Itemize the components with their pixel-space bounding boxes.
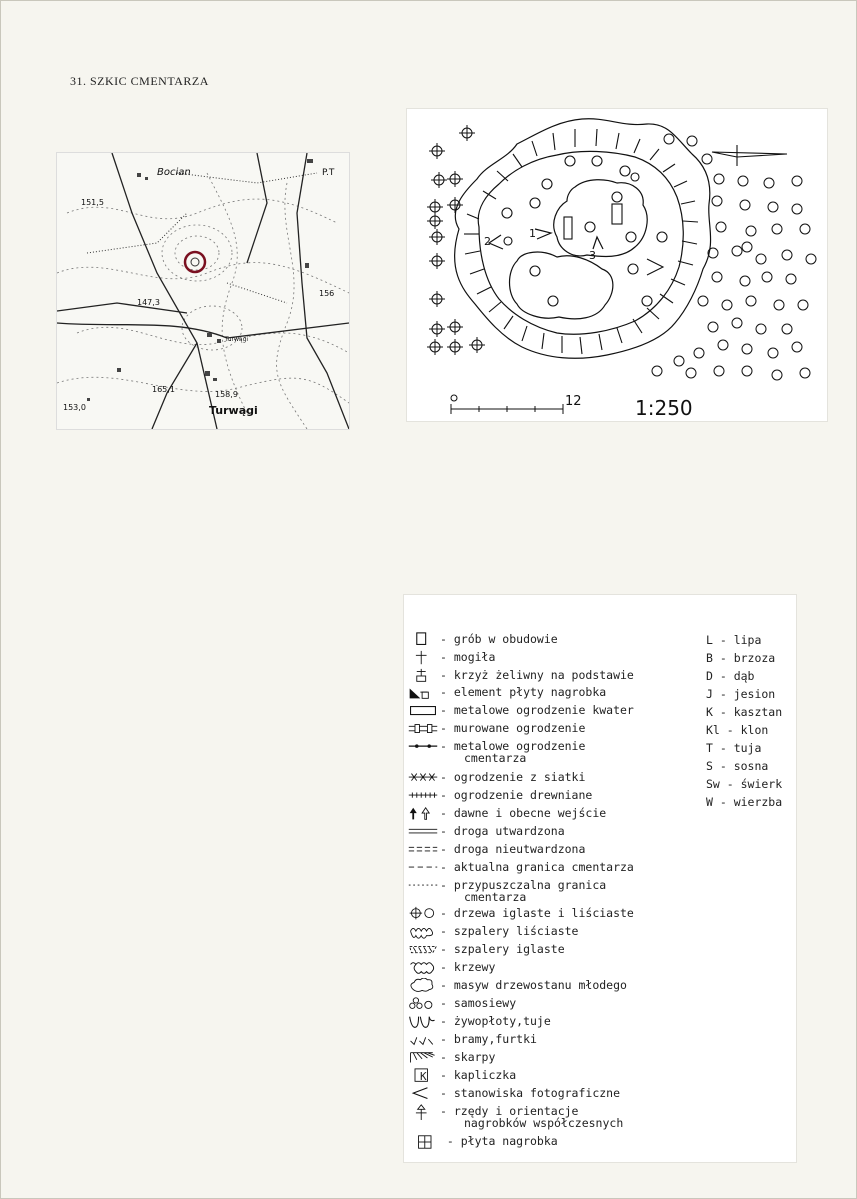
photo-point-3: 3 (589, 249, 596, 262)
legend-item-label: - samosiewy (440, 996, 517, 1010)
photo-point-symbol-icon (406, 1086, 440, 1102)
legend-item-label-continued: cmentarza (464, 751, 527, 765)
map-height-147: 147,3 (137, 298, 160, 307)
legend-item-label: - żywopłoty,tuje (440, 1014, 551, 1028)
iron-cross-symbol-icon (406, 668, 440, 684)
map-label-bocian: Bocian (157, 167, 191, 178)
legend-item-cross (404, 650, 704, 668)
scale-ratio: 1:250 (635, 396, 693, 420)
abbreviation-item: W - wierzba (706, 795, 783, 809)
map-height-156: 156 (319, 289, 335, 298)
map-height-153: 153,0 (63, 403, 86, 412)
legend-item-trees (404, 906, 704, 924)
abbreviation-item: T - tuja (706, 741, 762, 755)
legend-item-unpaved-road (404, 842, 704, 860)
cross-symbol-icon (406, 650, 440, 666)
legend-item-entrance (404, 806, 704, 824)
photo-point-2: 2 (484, 235, 491, 248)
legend-item-slab (404, 1134, 704, 1152)
photo-point-1: 1 (529, 227, 536, 240)
legend-item-label: - rzędy i orientacje (440, 1104, 579, 1118)
legend-item-label-continued: nagrobków współczesnych (464, 1116, 624, 1130)
legend-item-conifer-rows (404, 942, 704, 960)
young-stand-symbol-icon (406, 978, 440, 994)
legend-item-label: - droga nieutwardzona (440, 842, 586, 856)
legend-item-gates (404, 1032, 704, 1050)
legend-item-label: - skarpy (440, 1050, 496, 1064)
mesh-fence-symbol-icon (406, 770, 440, 786)
slab-element-symbol-icon (406, 685, 440, 701)
wood-fence-symbol-icon (406, 788, 440, 804)
legend-item-photo-point (404, 1086, 704, 1104)
legend-item-self-sown (404, 996, 704, 1014)
map-label-pt: P.T (322, 168, 335, 178)
legend-item-label: - ogrodzenie drewniane (440, 788, 593, 802)
legend-item-metal-fence-line (404, 739, 704, 765)
rows-symbol-icon (406, 1104, 440, 1120)
chapel-letter: K (420, 1070, 427, 1083)
legend-item-mesh-fence (404, 770, 704, 788)
cemetery-sketch (406, 108, 828, 422)
legend-item-label: - droga utwardzona (440, 824, 565, 838)
entrance-symbol-icon (406, 806, 440, 822)
legend-item-label: - drzewa iglaste i liściaste (440, 906, 634, 920)
legend-item-label: - grób w obudowie (440, 632, 558, 646)
scale-zero-label: 0 (447, 400, 448, 401)
legend-item-label: - przypuszczalna granica (440, 878, 607, 892)
abbreviation-item: B - brzoza (706, 651, 776, 665)
gates-symbol-icon (406, 1032, 440, 1048)
abbreviation-item: Kl - klon (706, 723, 769, 737)
legend-item-label: - mogiła (440, 650, 496, 664)
legend-item-label: - ogrodzenie z siatki (440, 770, 586, 784)
abbreviation-item: S - sosna (706, 759, 769, 773)
abbreviation-item: L - lipa (706, 633, 762, 647)
legend-item-label: - stanowiska fotograficzne (440, 1086, 621, 1100)
map-height-158: 158,9 (215, 390, 238, 399)
legend (403, 594, 797, 1163)
legend-item-slopes (404, 1050, 704, 1068)
legend-item-hedges (404, 1014, 704, 1032)
legend-item-label: - płyta nagrobka (440, 1134, 558, 1148)
location-map (56, 152, 350, 430)
legend-item-label: - bramy,furtki (440, 1032, 537, 1046)
hedges-symbol-icon (406, 1014, 440, 1030)
legend-item-label: - aktualna granica cmentarza (440, 860, 634, 874)
legend-item-label: - murowane ogrodzenie (440, 721, 586, 735)
slab-symbol-icon (406, 1134, 440, 1150)
brick-fence-symbol-icon (406, 721, 440, 737)
legend-item-young-stand (404, 978, 704, 996)
legend-item-shrubs (404, 960, 704, 978)
unpaved-road-symbol-icon (406, 842, 440, 858)
legend-item-supposed-border (404, 878, 704, 904)
abbreviation-item: Sw - świerk (706, 777, 783, 791)
legend-item-label: - kapliczka (440, 1068, 517, 1082)
metal-fence-line-symbol-icon (406, 739, 440, 755)
self-sown-symbol-icon (406, 996, 440, 1012)
legend-item-rect (404, 632, 704, 650)
current-border-symbol-icon (406, 860, 440, 876)
paved-road-symbol-icon (406, 824, 440, 840)
legend-item-current-border (404, 860, 704, 878)
trees-symbol-icon (406, 906, 440, 922)
legend-item-label: - dawne i obecne wejście (440, 806, 607, 820)
legend-item-deciduous-rows (404, 924, 704, 942)
legend-item-paved-road (404, 824, 704, 842)
page-title: 31. SZKIC CMENTARZA (70, 74, 209, 88)
map-height-165: 165,1 (152, 385, 175, 394)
legend-item-brick-fence (404, 721, 704, 739)
legend-item-label: - metalowe ogrodzenie kwater (440, 703, 634, 717)
legend-item-label: - szpalery liściaste (440, 924, 579, 938)
legend-item-label: - metalowe ogrodzenie (440, 739, 586, 753)
location-map-drawing (57, 153, 349, 429)
metal-fence-rect-symbol-icon (406, 703, 440, 719)
slopes-symbol-icon (406, 1050, 440, 1066)
abbreviation-item: J - jesion (706, 687, 776, 701)
abbreviation-item: D - dąb (706, 669, 755, 683)
legend-item-iron-cross (404, 668, 704, 686)
legend-item-rows (404, 1104, 704, 1130)
scale-twelve-label: 12 (565, 394, 582, 409)
supposed-border-symbol-icon (406, 878, 440, 894)
cemetery-sketch-drawing (407, 109, 827, 421)
legend-item-metal-fence-rect (404, 703, 704, 721)
legend-item-slab-element (404, 685, 704, 703)
map-label-turwagi-small: Turwągi (225, 336, 249, 343)
shrubs-symbol-icon (406, 960, 440, 976)
conifer-rows-symbol-icon (406, 942, 440, 958)
legend-item-label: - masyw drzewostanu młodego (440, 978, 627, 992)
map-height-151: 151,5 (81, 198, 104, 207)
map-label-turwagi: Turwągi (209, 404, 258, 417)
legend-item-label: - krzyż żeliwny na podstawie (440, 668, 634, 682)
legend-item-chapel (404, 1068, 704, 1086)
legend-item-label: - krzewy (440, 960, 496, 974)
legend-item-label-continued: cmentarza (464, 890, 527, 904)
deciduous-rows-symbol-icon (406, 924, 440, 940)
legend-item-label: - szpalery iglaste (440, 942, 565, 956)
legend-item-label: - element płyty nagrobka (440, 685, 607, 699)
legend-item-wood-fence (404, 788, 704, 806)
abbreviation-item: K - kasztan (706, 705, 783, 719)
rect-symbol-icon (406, 632, 440, 648)
